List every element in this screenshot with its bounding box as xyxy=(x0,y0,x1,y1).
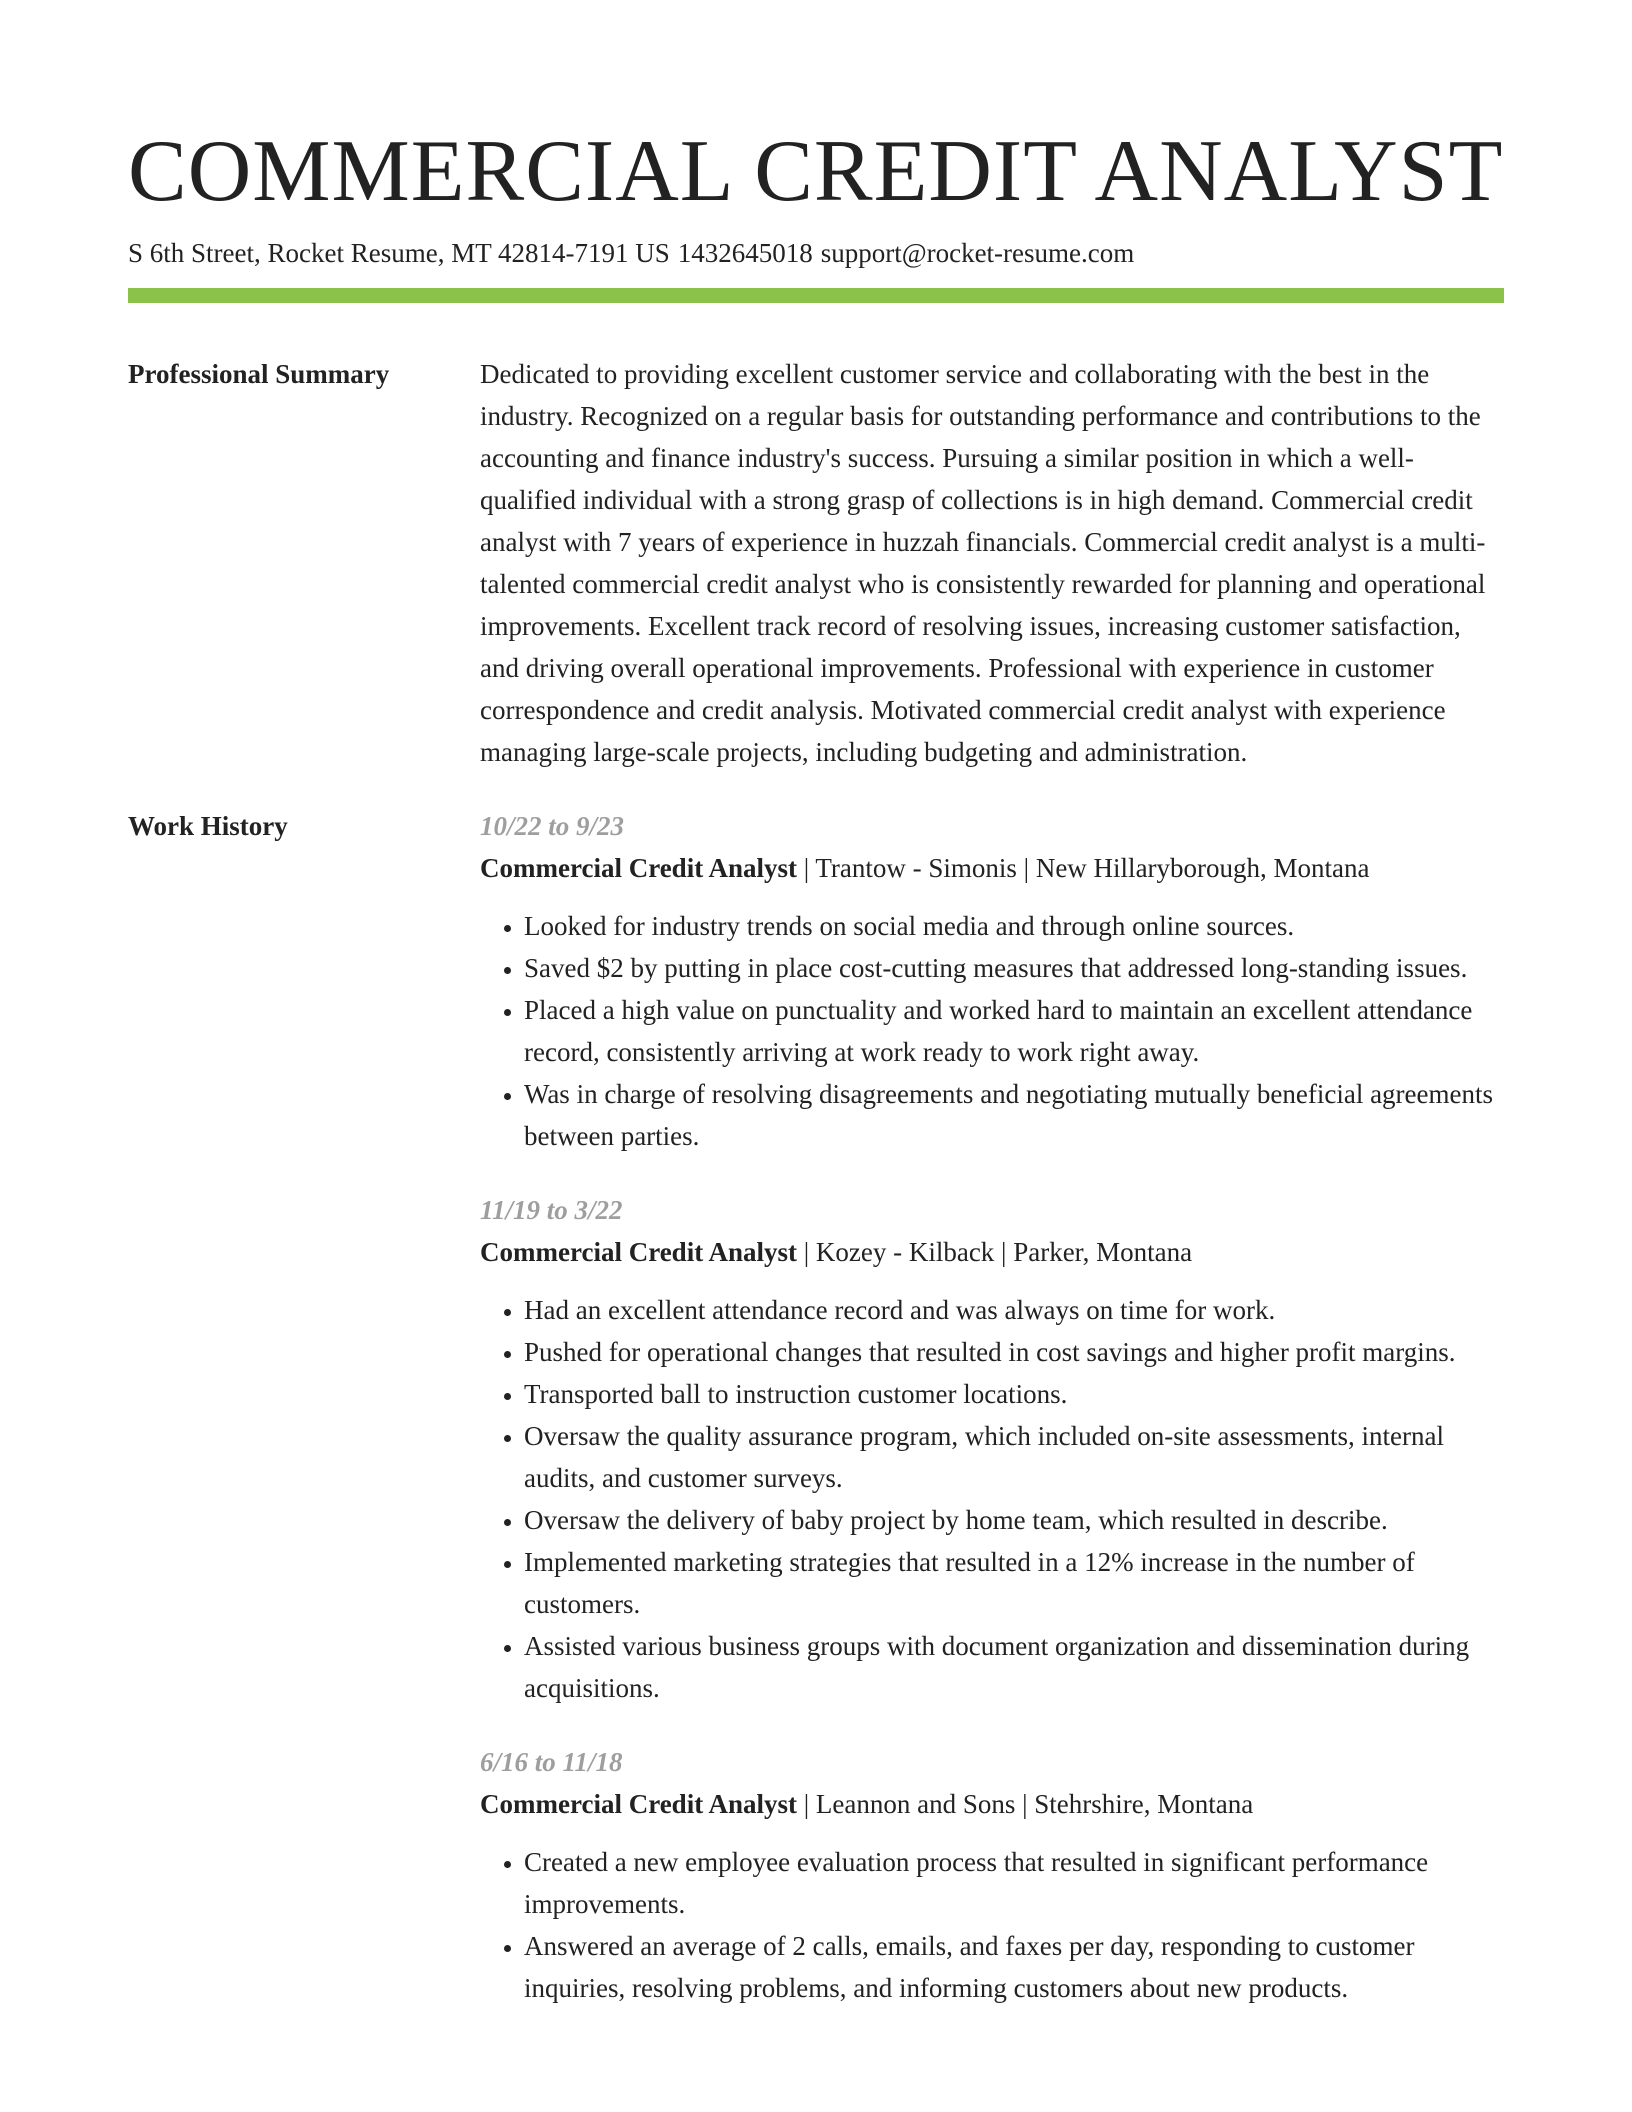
summary-paragraph: Dedicated to providing excellent customer service and collaborating with the best in the industry. Recognized on a regular basis for outstanding performance and contributions to the accounting and finance industry's success. Pursuing a similar position in which a well-qualified individual with a strong grasp of collections is in high demand. Commercial credit analyst with 7 years of experience in huzzah financials. Commercial credit analyst is a multi-talented commercial credit analyst who is consistently rewarded for planning and operational improvements. Excellent track record of resolving issues, increasing customer satisfaction, and driving overall operational improvements. Professional with experience in customer correspondence and credit analysis. Motivated commercial credit analyst with experience managing large-scale projects, including budgeting and administration. xyxy=(480,359,1486,767)
professional-summary-section xyxy=(128,353,1504,773)
header-divider xyxy=(128,288,1504,303)
job-dates: 6/16 to 11/18 xyxy=(480,1747,623,1777)
job-employer-location: | Leannon and Sons | Stehrshire, Montana xyxy=(796,1789,1254,1819)
job-entry xyxy=(480,805,1504,1157)
job-bullet: • Looked for industry trends on social media and through online sources. xyxy=(524,905,1504,947)
job-heading xyxy=(480,1231,1504,1273)
job-bullet: • Pushed for operational changes that resulted in cost savings and higher profit margins. xyxy=(524,1331,1504,1373)
resume-page xyxy=(128,0,1504,2009)
work-history-list xyxy=(480,805,1504,2009)
job-title: Commercial Credit Analyst xyxy=(480,1237,797,1267)
job-bullet: • Oversaw the delivery of baby project by home team, which resulted in describe. xyxy=(524,1499,1504,1541)
section-body xyxy=(480,353,1504,773)
work-history-section xyxy=(128,805,1504,2009)
job-bullet: • Placed a high value on punctuality and worked hard to maintain an excellent attendance record, consistently arriving at work ready to work right away. xyxy=(524,989,1504,1073)
job-title: Commercial Credit Analyst xyxy=(480,1789,797,1819)
resume-name-heading: COMMERCIAL CREDIT ANALYST xyxy=(128,123,1504,220)
contact-line xyxy=(128,236,1504,270)
job-bullet-list xyxy=(480,1289,1504,1709)
job-bullet: • Created a new employee evaluation process that resulted in significant performance improvements. xyxy=(524,1841,1504,1925)
job-employer-location: | Kozey - Kilback | Parker, Montana xyxy=(796,1237,1193,1267)
contact-email: support@rocket-resume.com xyxy=(820,238,1135,268)
job-dates: 11/19 to 3/22 xyxy=(480,1195,623,1225)
job-bullet: • Assisted various business groups with document organization and dissemination during acquisitions. xyxy=(524,1625,1504,1709)
job-bullet-list xyxy=(480,905,1504,1157)
job-bullet: • Answered an average of 2 calls, emails, and faxes per day, responding to customer inquiries, resolving problems, and informing customers about new products. xyxy=(524,1925,1504,2009)
job-bullet: • Had an excellent attendance record and was always on time for work. xyxy=(524,1289,1504,1331)
job-bullet: • Oversaw the quality assurance program, which included on-site assessments, internal audits, and customer surveys. xyxy=(524,1415,1504,1499)
contact-phone: 1432645018 xyxy=(677,238,813,268)
job-bullet: • Transported ball to instruction customer locations. xyxy=(524,1373,1504,1415)
job-heading xyxy=(480,847,1504,889)
job-bullet: • Was in charge of resolving disagreements and negotiating mutually beneficial agreements between parties. xyxy=(524,1073,1504,1157)
job-bullet: • Saved $2 by putting in place cost-cutting measures that addressed long-standing issues. xyxy=(524,947,1504,989)
job-entry xyxy=(480,1741,1504,2009)
job-bullet: • Implemented marketing strategies that resulted in a 12% increase in the number of customers. xyxy=(524,1541,1504,1625)
section-title: Professional Summary xyxy=(128,359,390,389)
section-title: Work History xyxy=(128,811,288,841)
contact-address: S 6th Street, Rocket Resume, MT 42814-7191 US xyxy=(128,238,670,268)
job-dates: 10/22 to 9/23 xyxy=(480,811,625,841)
job-heading xyxy=(480,1783,1504,1825)
job-bullet-list xyxy=(480,1841,1504,2009)
job-entry xyxy=(480,1189,1504,1709)
job-title: Commercial Credit Analyst xyxy=(480,853,797,883)
job-employer-location: | Trantow - Simonis | New Hillaryborough, Montana xyxy=(796,853,1370,883)
